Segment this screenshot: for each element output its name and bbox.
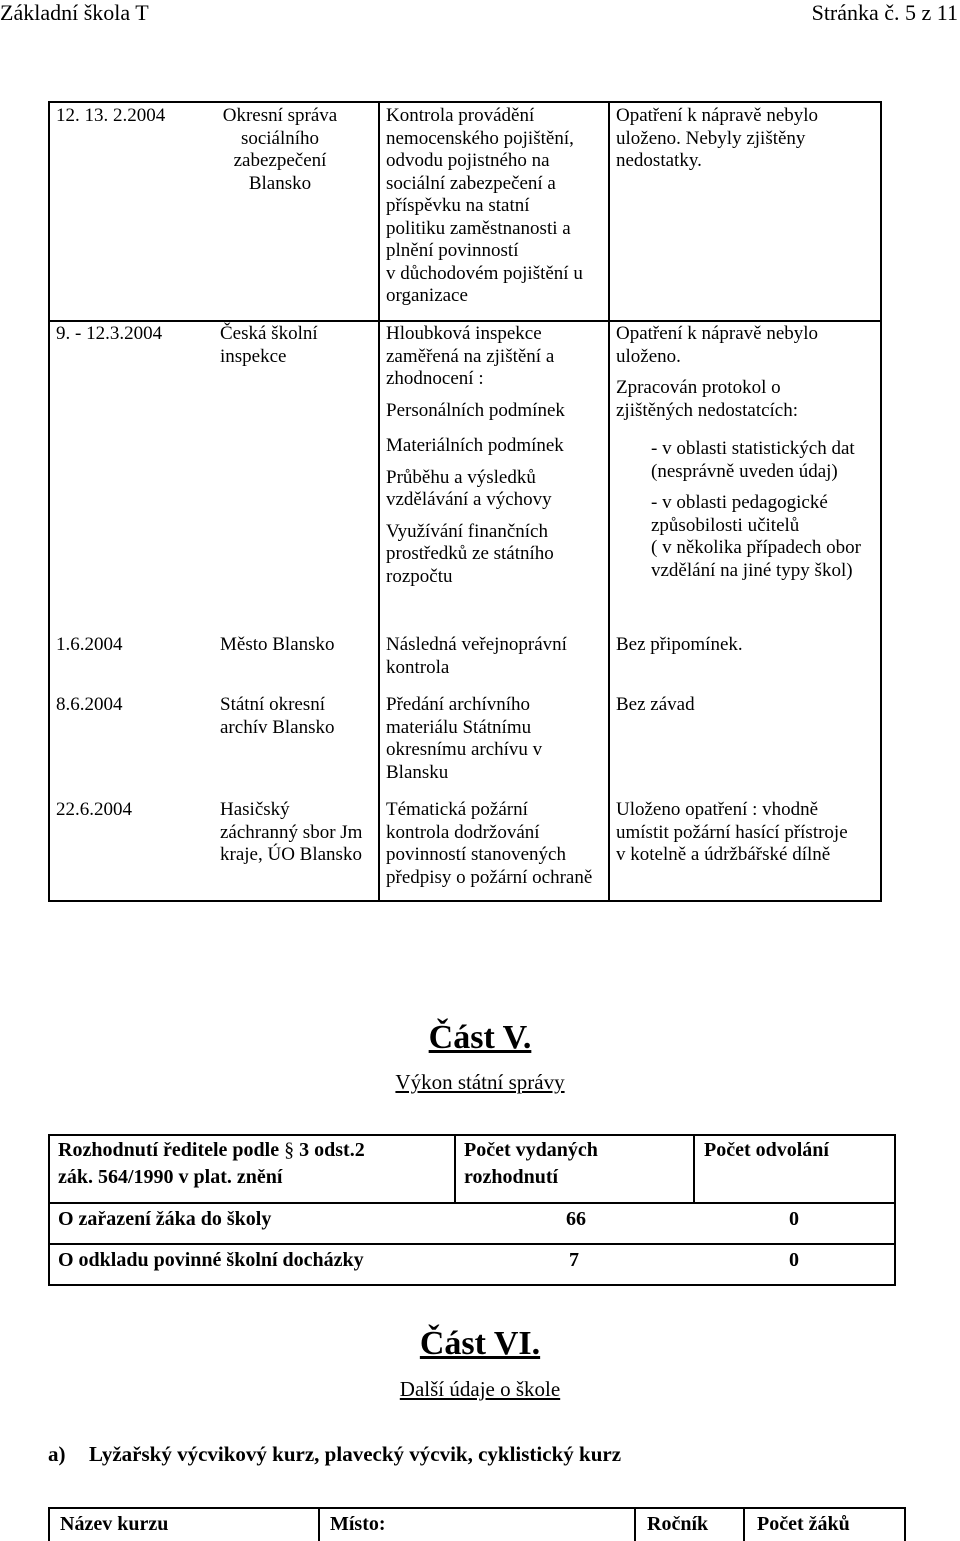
section-a-title: Lyžařský výcvikový kurz, plavecký výcvik, cyklistický kurz: [89, 1442, 622, 1466]
column-header-issued: [464, 1137, 598, 1191]
authority-line: archív Blansko: [220, 716, 335, 738]
finding-item: - v oblasti pedagogické: [651, 492, 828, 513]
authority-line: zabezpečení: [233, 150, 327, 171]
subject-line: materiálu Státnímu: [386, 716, 532, 738]
part5-subtitle: Výkon státní správy: [395, 1070, 565, 1094]
inspection-date: 1.6.2004: [56, 634, 123, 655]
result-line: umístit požární hasící přístroje: [616, 821, 848, 843]
part6-subtitle: Další údaje o škole: [399, 1377, 561, 1401]
subject-line: Kontrola provádění: [386, 105, 535, 126]
subject-line: Následná veřejnoprávní: [386, 634, 567, 655]
column-header-pupil-count: Počet žáků: [757, 1513, 850, 1535]
inspection-subject: [386, 634, 567, 679]
section-a-marker: a): [48, 1442, 66, 1466]
authority-line: záchranný sbor Jm: [220, 821, 363, 843]
column-header-place: Místo:: [330, 1513, 386, 1535]
section-sign: §: [284, 1139, 295, 1161]
finding-item: vzdělání na jiné typy škol): [651, 559, 853, 581]
inspection-date: 22.6.2004: [56, 799, 132, 820]
subject-line: kontrola: [386, 656, 450, 678]
authority-line: Hasičský: [220, 799, 290, 820]
subject-line: v důchodovém pojištění u: [386, 262, 583, 284]
finding-item: - v oblasti statistických dat: [651, 438, 855, 459]
subject-item: Personálních podmínek: [386, 399, 565, 421]
subject-line: Tématická požární: [386, 799, 528, 820]
inspection-date: 9. - 12.3.2004: [56, 323, 163, 344]
issued-count: 7: [569, 1249, 579, 1271]
part6-title: Část VI.: [419, 1325, 541, 1362]
issued-count: 66: [566, 1208, 586, 1230]
subject-item: vzdělávání a výchovy: [386, 489, 552, 510]
result-line: nedostatky.: [616, 150, 702, 171]
inspection-result: Bez závad: [616, 694, 695, 715]
finding-item: ( v několika případech obor: [651, 537, 861, 558]
subject-item: rozpočtu: [386, 565, 453, 587]
column-header-decision: [58, 1137, 365, 1191]
subject-line: Předání archívního: [386, 694, 531, 715]
result-line: Opatření k nápravě nebylo: [616, 105, 819, 126]
header-text: rozhodnutí: [464, 1166, 559, 1188]
appeals-count: 0: [789, 1249, 799, 1271]
inspection-authority: [213, 105, 347, 195]
decision-type: O zařazení žáka do školy: [58, 1208, 272, 1230]
subject-item: prostředků ze státního: [386, 543, 554, 564]
subject-line: odvodu pojistného na: [386, 150, 550, 171]
subject-line: organizace: [386, 285, 468, 306]
column-header-course-name: Název kurzu: [60, 1513, 169, 1535]
subject-line: příspěvku na statní: [386, 195, 530, 216]
subject-line: Hloubková inspekce: [386, 323, 542, 344]
result-line: v kotelně a údržbářské dílně: [616, 844, 831, 865]
decision-type: O odkladu povinné školní docházky: [58, 1249, 364, 1271]
inspection-date: 8.6.2004: [56, 694, 123, 715]
header-text: zák. 564/1990 v plat. znění: [58, 1166, 283, 1188]
inspection-authority: [220, 694, 335, 739]
finding-list: [651, 438, 861, 582]
inspection-subject: [386, 694, 542, 784]
authority-line: Okresní správa: [222, 105, 338, 126]
authority-line: Blansko: [248, 172, 312, 194]
inspection-result: [616, 799, 848, 867]
result-line: Opatření k nápravě nebylo: [616, 323, 819, 344]
result-line: uloženo. Nebyly zjištěny: [616, 127, 806, 149]
inspection-result: Bez připomínek.: [616, 634, 743, 655]
authority-line: sociálního: [240, 127, 320, 149]
column-header-grade: Ročník: [647, 1513, 709, 1535]
subject-line: nemocenského pojištění,: [386, 127, 574, 149]
subject-line: povinností stanovených: [386, 844, 566, 865]
header-page-number: Stránka č. 5 z 11: [811, 0, 958, 25]
authority-line: Česká školní: [220, 323, 318, 344]
result-line: uloženo.: [616, 345, 681, 367]
inspection-result: [616, 105, 818, 173]
finding-item: (nesprávně uveden údaj): [651, 460, 838, 482]
header-school-name: Základní škola T: [0, 0, 149, 25]
inspection-authority: [220, 323, 318, 368]
column-header-appeals: Počet odvolání: [704, 1139, 829, 1161]
subject-line: zhodnocení :: [386, 368, 484, 389]
subject-line: plnění povinností: [386, 240, 519, 261]
result-line: Uloženo opatření : vhodně: [616, 799, 819, 820]
subject-item: Využívání finančních: [386, 520, 548, 542]
result-line: Zpracován protokol o: [616, 377, 781, 398]
subject-line: politiku zaměstnanosti a: [386, 217, 571, 239]
subject-line: zaměřená na zjištění a: [386, 345, 555, 367]
subject-line: okresnímu archívu v: [386, 739, 543, 760]
subject-item: Průběhu a výsledků: [386, 466, 536, 488]
subject-line: sociální zabezpečení a: [386, 172, 556, 194]
header-text: Počet vydaných: [464, 1139, 598, 1161]
subject-item: Materiálních podmínek: [386, 435, 564, 456]
authority-line: Státní okresní: [220, 694, 326, 715]
inspection-authority: Město Blansko: [220, 634, 335, 655]
appeals-count: 0: [789, 1208, 799, 1230]
part5-title: Část V.: [428, 1019, 532, 1056]
authority-line: kraje, ÚO Blansko: [220, 844, 362, 865]
inspection-authority: [220, 799, 362, 867]
inspection-subject: [386, 323, 565, 588]
inspection-subject: [386, 105, 583, 308]
header-text: 3 odst.2: [294, 1139, 365, 1161]
subject-line: předpisy o požární ochraně: [386, 866, 593, 888]
result-line: zjištěných nedostatcích:: [616, 399, 799, 421]
authority-line: inspekce: [220, 345, 287, 367]
subject-line: Blansku: [386, 761, 449, 783]
subject-line: kontrola dodržování: [386, 821, 540, 843]
inspection-subject: [386, 799, 592, 889]
inspection-result: [616, 323, 818, 422]
inspection-date: 12. 13. 2.2004: [56, 105, 166, 126]
finding-item: způsobilosti učitelů: [651, 514, 800, 536]
header-text: Rozhodnutí ředitele podle: [58, 1139, 285, 1161]
